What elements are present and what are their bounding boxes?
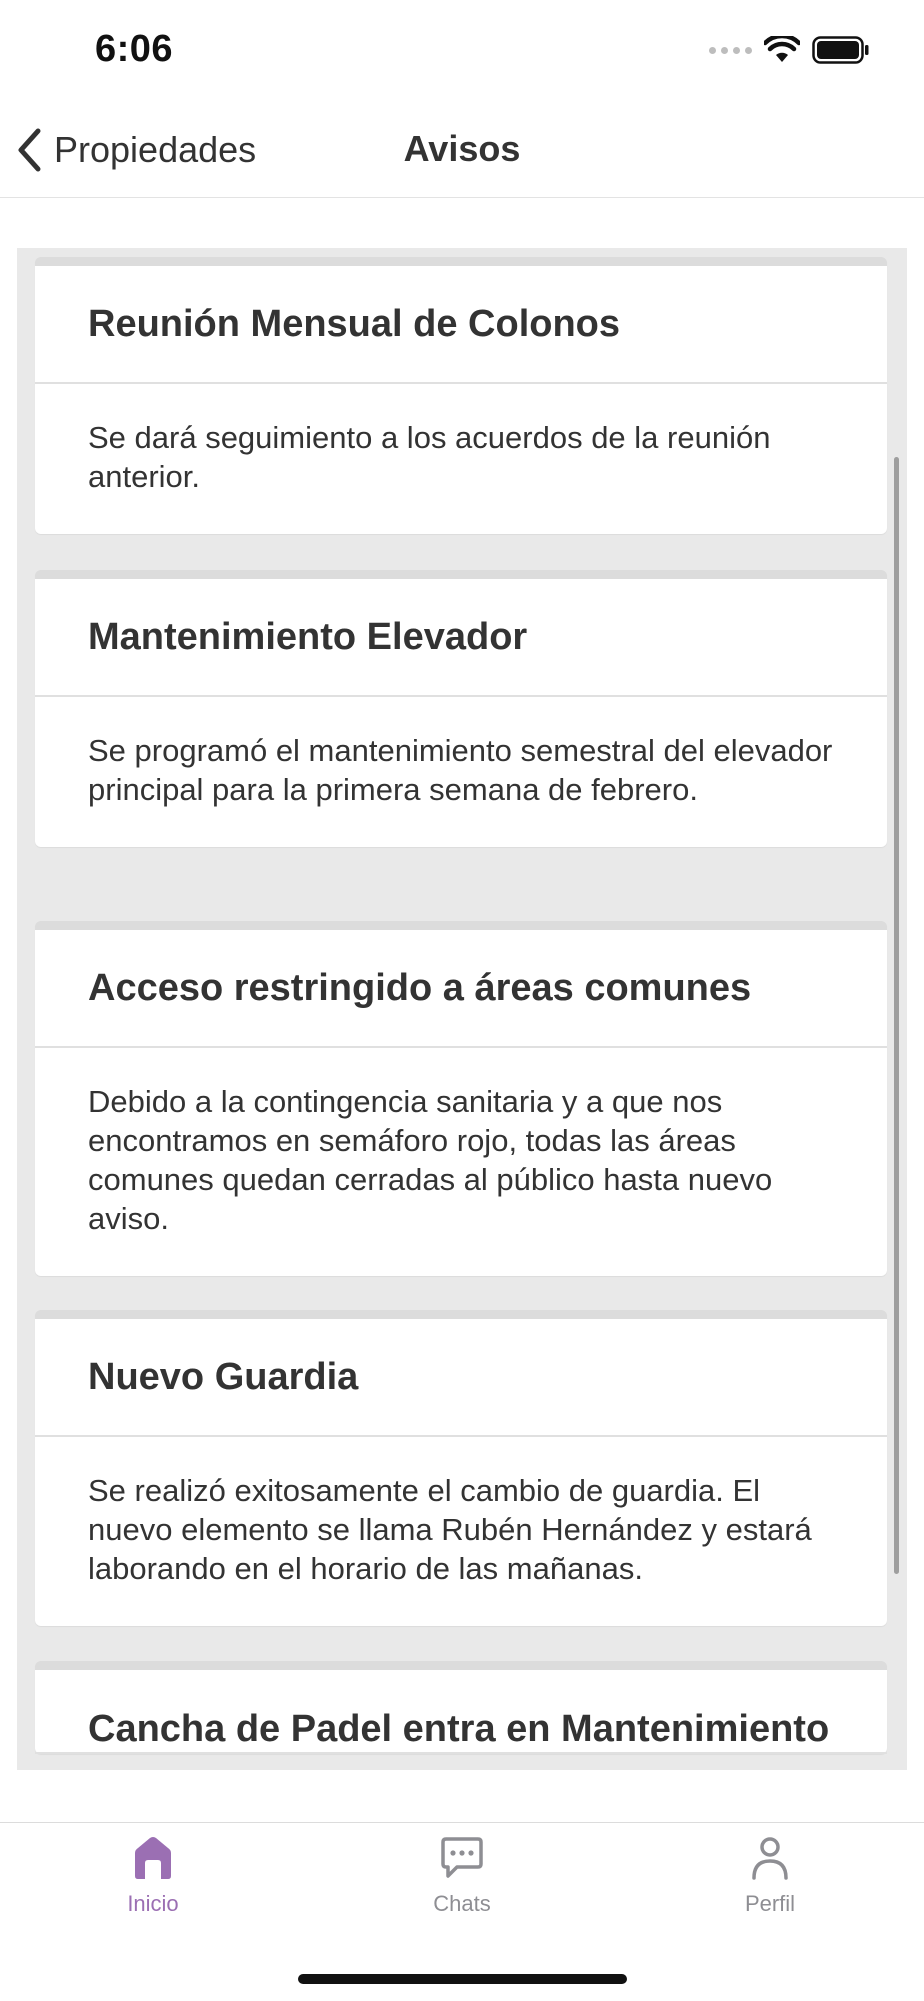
notice-title: Acceso restringido a áreas comunes [88,967,752,1009]
wifi-icon [764,36,800,64]
home-indicator [298,1974,627,1984]
notice-body: Se realizó exitosamente el cambio de guardia. El nuevo elemento se llama Rubén Hernández y estará laborando en el horario de las mañanas. [88,1473,812,1586]
notice-title: Mantenimiento Elevador [88,616,528,658]
back-button[interactable] [14,126,256,174]
tab-inicio-label: Inicio [127,1891,179,1916]
chevron-left-icon [14,127,44,173]
notices-list[interactable] [17,248,907,1770]
scrollbar[interactable] [894,457,899,1574]
signal-dots-icon [709,47,752,54]
notice-body: Se dará seguimiento a los acuerdos de la reunión anterior. [88,420,771,494]
back-button-label: Propiedades [54,129,257,170]
notice-header [35,1670,887,1754]
notice-card[interactable] [35,921,887,1276]
notice-title: Nuevo Guardia [88,1356,359,1398]
notice-title: Cancha de Padel entra en Mantenimiento [88,1708,830,1750]
tab-chats[interactable] [362,1835,562,1917]
notice-header [35,930,887,1048]
notice-header [35,266,887,384]
tab-chats-label: Chats [433,1891,491,1916]
notice-title: Reunión Mensual de Colonos [88,303,621,345]
battery-icon [812,36,870,64]
notice-card[interactable] [35,1661,887,1754]
notice-card[interactable] [35,1310,887,1626]
home-icon [131,1835,175,1881]
notice-body: Debido a la contingencia sanitaria y a que nos encontramos en semáforo rojo, todas las áreas comunes quedan cerradas al público hasta nuevo aviso. [88,1084,773,1236]
tab-perfil[interactable] [670,1835,870,1917]
tab-perfil-label: Perfil [744,1891,796,1916]
notice-body: Se programó el mantenimiento semestral del elevador principal para la primera semana de febrero. [88,733,833,807]
status-icons [709,36,870,64]
status-bar [0,0,924,100]
notice-card[interactable] [35,570,887,847]
status-time: 6:06 [95,28,174,70]
nav-bar [0,100,924,198]
chat-icon [439,1835,485,1881]
tab-inicio[interactable] [53,1835,253,1917]
page-title: Avisos [403,128,521,169]
notice-header [35,1319,887,1437]
notice-header [35,579,887,697]
person-icon [748,1835,792,1881]
notice-card[interactable] [35,257,887,534]
